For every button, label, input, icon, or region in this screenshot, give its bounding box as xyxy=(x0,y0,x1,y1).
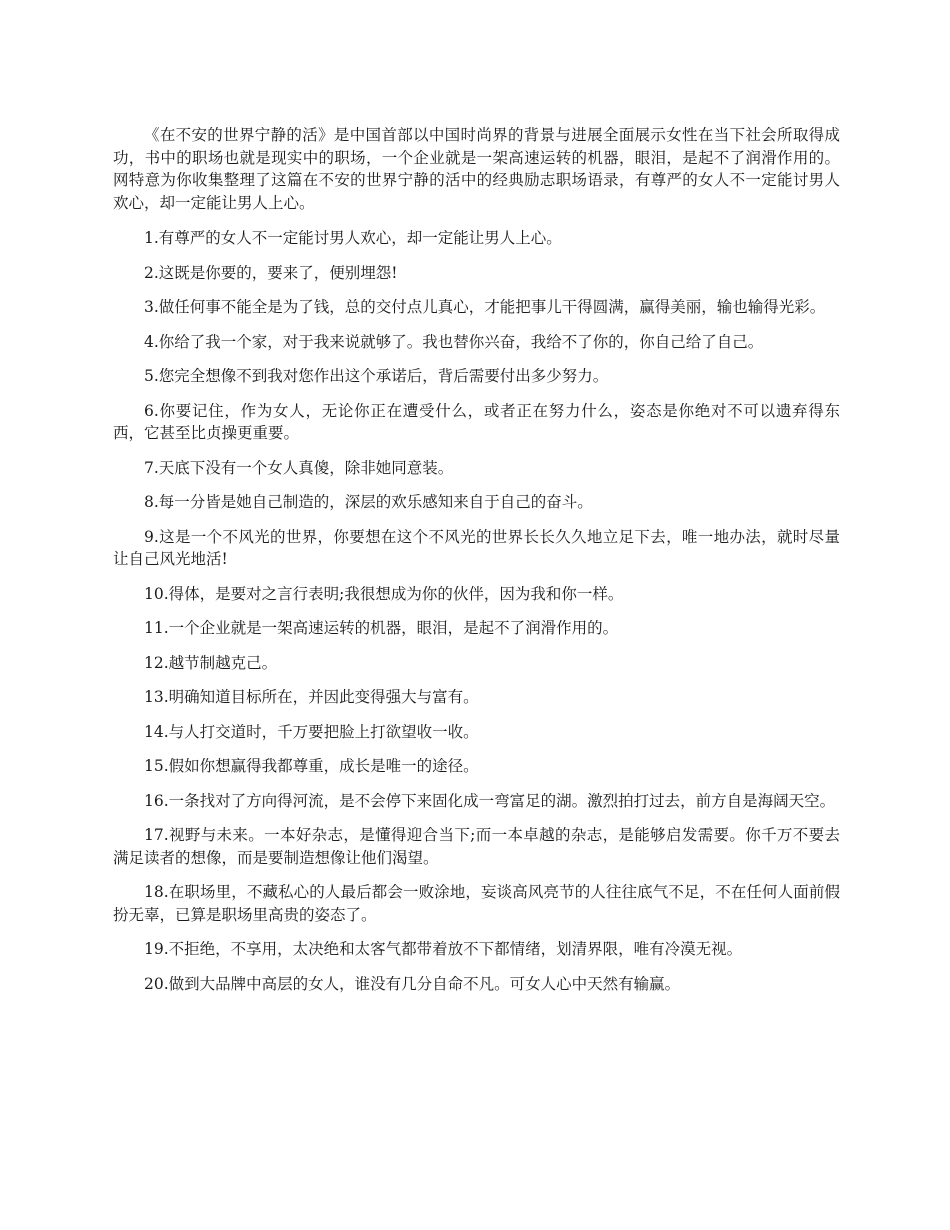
document-page xyxy=(113,124,840,1007)
quote-11: 11.一个企业就是一架高速运转的机器，眼泪，是起不了润滑作用的。 xyxy=(144,619,619,637)
quote-6: 6.你要记住，作为女人，无论你正在遭受什么，或者正在努力什么，姿态是你绝对不可以遗弃得东西，它甚至比贞操更重要。 xyxy=(113,401,840,442)
quote-10: 10.得体，是要对之言行表明;我很想成为你的伙伴，因为我和你一样。 xyxy=(144,584,624,603)
quote-12: 12.越节制越克己。 xyxy=(144,653,278,672)
intro-paragraph: 《在不安的世界宁静的活》是中国首部以中国时尚界的背景与进展全面展示女性在当下社会所取得成功，书中的职场也就是现实中的职场，一个企业就是一架高速运转的机器，眼泪，是起不了润滑作用的。网特意为你收集整理了这篇在不安的世界宁静的活中的经典励志职场语录，有尊严的女人不一定能讨男人欢心，却一定能让男人上心。 xyxy=(113,126,840,212)
quote-14: 14.与人打交道时，千万要把脸上打欲望收一收。 xyxy=(144,722,479,741)
quote-2: 2.这既是你要的，要来了，便别埋怨! xyxy=(144,263,398,282)
quote-18: 18.在职场里，不藏私心的人最后都会一败涂地，妄谈高风亮节的人往往底气不足，不在任何人面前假扮无辜，已算是职场里高贵的姿态了。 xyxy=(113,883,840,924)
quote-20: 20.做到大品牌中高层的女人，谁没有几分自命不凡。可女人心中天然有输赢。 xyxy=(144,974,681,993)
quote-4: 4.你给了我一个家，对于我来说就够了。我也替你兴奋，我给不了你的，你自己给了自己。 xyxy=(144,332,764,351)
quote-5: 5.您完全想像不到我对您作出这个承诺后，背后需要付出多少努力。 xyxy=(144,367,609,385)
quote-9: 9.这是一个不风光的世界，你要想在这个不风光的世界长长久久地立足下去，唯一地办法，就时尽量让自己风光地活! xyxy=(113,527,840,568)
quote-8: 8.每一分皆是她自己制造的，深层的欢乐感知来自于自己的奋斗。 xyxy=(144,493,593,511)
quote-19: 19.不拒绝，不享用，太决绝和太客气都带着放不下都情绪，划清界限，唯有冷漠无视。 xyxy=(144,940,743,958)
quote-13: 13.明确知道目标所在，并因此变得强大与富有。 xyxy=(144,688,479,706)
quote-7: 7.天底下没有一个女人真傻，除非她同意装。 xyxy=(144,458,454,477)
quote-15: 15.假如你想赢得我都尊重，成长是唯一的途径。 xyxy=(144,757,479,775)
quote-1: 1.有尊严的女人不一定能讨男人欢心，却一定能让男人上心。 xyxy=(144,229,562,247)
quote-17: 17.视野与未来。一本好杂志，是懂得迎合当下;而一本卓越的杂志，是能够启发需要。你千万不要去满足读者的想像，而是要制造想像让他们渴望。 xyxy=(113,826,840,867)
quote-3: 3.做任何事不能全是为了钱，总的交付点儿真心，才能把事儿干得圆满，赢得美丽，输也输得光彩。 xyxy=(144,298,826,316)
quote-16: 16.一条找对了方向得河流，是不会停下来固化成一弯富足的湖。激烈拍打过去，前方自是海阔天空。 xyxy=(144,791,836,810)
